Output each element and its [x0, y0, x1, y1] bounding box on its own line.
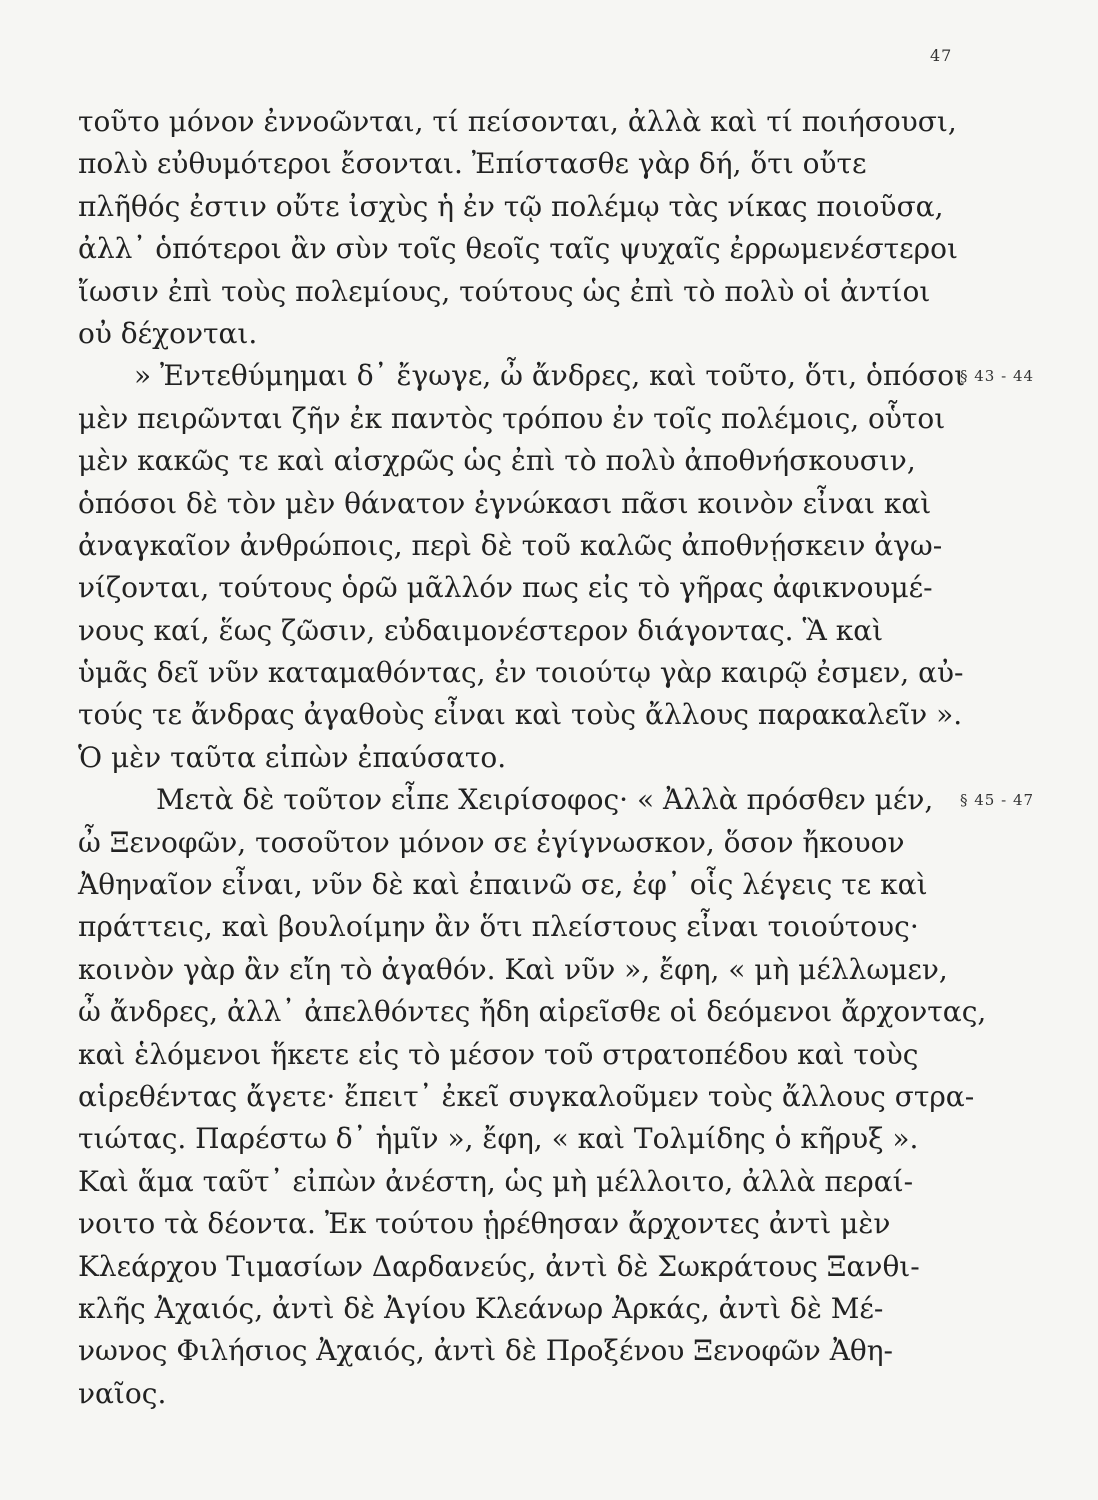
text-line: νίζονται, τούτους ὁρῶ μᾶλλόν πως εἰς τὸ γῆρας ἀφικνουμέ- [78, 571, 933, 605]
text-line: κλῆς Ἀχαιός, ἀντὶ δὲ Ἀγίου Κλεάνωρ Ἀρκάς, ἀντὶ δὲ Μέ- [78, 1291, 884, 1325]
text-line: Ἀθηναῖον εἶναι, νῦν δὲ καὶ ἐπαινῶ σε, ἐφ᾽ οἷς λέγεις τε καὶ [78, 868, 928, 902]
text-line: τούς τε ἄνδρας ἀγαθοὺς εἶναι καὶ τοὺς ἄλλους παρακαλεῖν ». [78, 698, 963, 732]
page-number: 47 [930, 46, 953, 65]
text-line: Κλεάρχου Τιμασίων Δαρδανεύς, ἀντὶ δὲ Σωκράτους Ξανθι- [78, 1249, 920, 1283]
text-line-content: Μετὰ δὲ τοῦτον εἶπε Χειρίσοφος· « Ἀλλὰ πρόσθεν μέν, [156, 783, 934, 817]
text-line: ἀναγκαῖον ἀνθρώποις, περὶ δὲ τοῦ καλῶς ἀποθνῄσκειν ἀγω- [78, 528, 943, 562]
text-line: ὦ Ξενοφῶν, τοσοῦτον μόνον σε ἐγίγνωσκον, ὅσον ἤκουον [78, 825, 905, 859]
text-line: οὐ δέχονται. [78, 316, 258, 350]
text-line: ἴωσιν ἐπὶ τοὺς πολεμίους, τούτους ὡς ἐπὶ τὸ πολὺ οἱ ἀντίοι [78, 274, 931, 308]
text-line: καὶ ἑλόμενοι ἥκετε εἰς τὸ μέσον τοῦ στρατοπέδου καὶ τοὺς [78, 1037, 919, 1071]
section-margin-note: § 45 - 47 [960, 791, 1035, 810]
text-line: ναῖος. [78, 1376, 167, 1410]
text-line: πράττεις, καὶ βουλοίμην ἂν ὅτι πλείστους εἶναι τοιούτους· [78, 910, 919, 944]
text-line: Ὁ μὲν ταῦτα εἰπὼν ἐπαύσατο. [78, 740, 507, 774]
text-line: τοῦτο μόνον ἐννοῶνται, τί πείσονται, ἀλλὰ καὶ τί ποιήσουσι, [78, 105, 957, 138]
body-text [78, 101, 1035, 1415]
text-line: ὁπόσοι δὲ τὸν μὲν θάνατον ἐγνώκασι πᾶσι κοινὸν εἶναι καὶ [78, 486, 932, 520]
text-line: τιώτας. Παρέστω δ᾽ ἡμῖν », ἔφη, « καὶ Τολμίδης ὁ κῆρυξ ». [78, 1122, 919, 1156]
text-line: Καὶ ἅμα ταῦτ᾽ εἰπὼν ἀνέστη, ὡς μὴ μέλλοιτο, ἀλλὰ περαί- [78, 1164, 914, 1198]
text-line: πολὺ εὐθυμότεροι ἔσονται. Ἐπίστασθε γὰρ δή, ὅτι οὔτε [78, 147, 867, 181]
text-line: πλῆθός ἐστιν οὔτε ἰσχὺς ἡ ἐν τῷ πολέμῳ τὰς νίκας ποιοῦσα, [78, 189, 944, 223]
text-line: μὲν κακῶς τε καὶ αἰσχρῶς ὡς ἐπὶ τὸ πολὺ ἀποθνήσκουσιν, [78, 444, 916, 478]
section-margin-note: § 43 - 44 [960, 367, 1035, 386]
text-line-content: » Ἐντεθύμημαι δ᾽ ἔγωγε, ὦ ἄνδρες, καὶ τοῦτο, ὅτι, ὁπόσοι [134, 359, 966, 393]
text-line: νους καί, ἕως ζῶσιν, εὐδαιμονέστερον διάγοντας. Ἃ καὶ [78, 613, 884, 647]
text-line: νωνος Φιλήσιος Ἀχαιός, ἀντὶ δὲ Προξένου Ξενοφῶν Ἀθη- [78, 1334, 894, 1368]
paragraph-first-line [78, 779, 1035, 821]
text-line: κοινὸν γὰρ ἂν εἴη τὸ ἀγαθόν. Καὶ νῦν », ἔφη, « μὴ μέλλωμεν, [78, 952, 948, 986]
text-line: νοιτο τὰ δέοντα. Ἐκ τούτου ᾑρέθησαν ἄρχοντες ἀντὶ μὲν [78, 1207, 891, 1241]
text-line: ὑμᾶς δεῖ νῦν καταμαθόντας, ἐν τοιούτῳ γὰρ καιρῷ ἐσμεν, αὐ- [78, 656, 964, 690]
text-line: ὦ ἄνδρες, ἀλλ᾽ ἀπελθόντες ἤδη αἱρεῖσθε οἱ δεόμενοι ἄρχοντας, [78, 995, 987, 1029]
text-line: μὲν πειρῶνται ζῆν ἐκ παντὸς τρόπου ἐν τοῖς πολέμοις, οὗτοι [78, 401, 946, 435]
text-line: ἀλλ᾽ ὁπότεροι ἂν σὺν τοῖς θεοῖς ταῖς ψυχαῖς ἐρρωμενέστεροι [78, 232, 958, 266]
paragraph-first-line [78, 355, 1035, 397]
text-line: αἱρεθέντας ἄγετε· ἔπειτ᾽ ἐκεῖ συγκαλοῦμεν τοὺς ἄλλους στρα- [78, 1079, 975, 1113]
